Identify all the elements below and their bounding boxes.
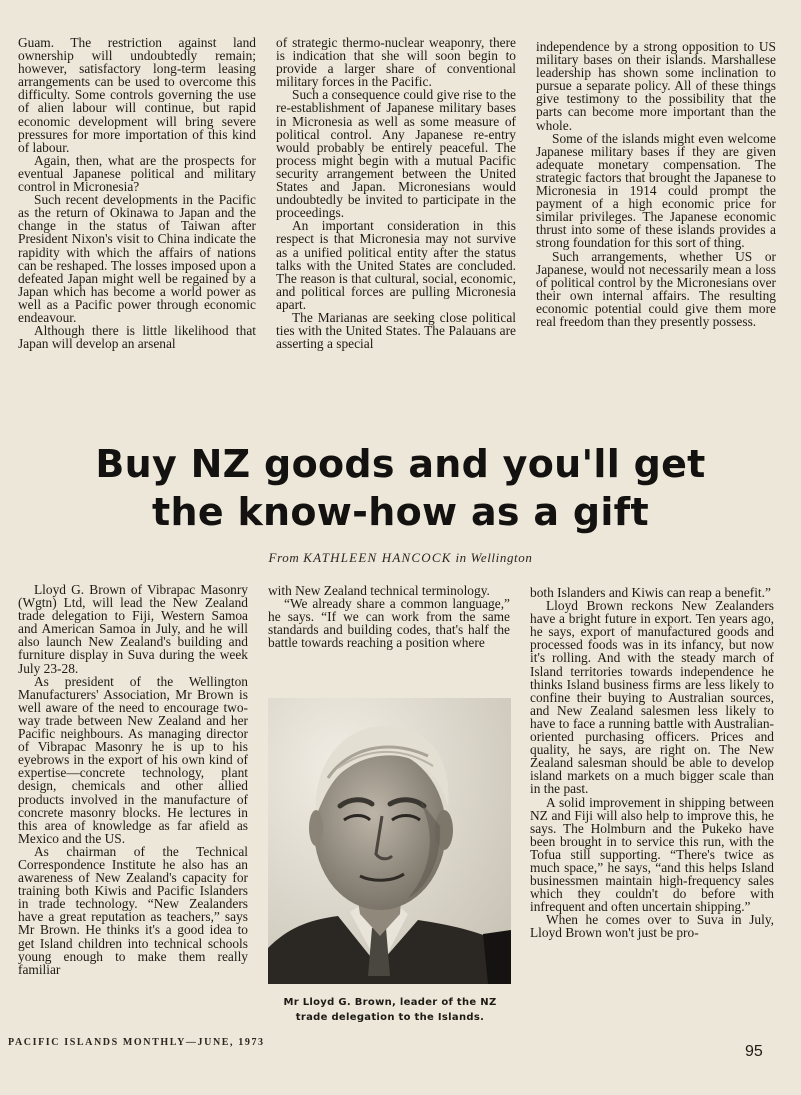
paragraph: “We already share a common language,” he says. “If we can work from the same standards and building codes, that's half the battle towards reaching a position where [268, 596, 510, 651]
paragraph: Lloyd G. Brown of Vibrapac Masonry (Wgtn) Ltd, will lead the New Zealand trade delegation to Fiji, Western Samoa and American Samoa in July, and he will also launch New Zealand's building and furniture display in Suva during the week July 23-28. [18, 582, 248, 676]
paragraph: Although there is little likelihood that Japan will develop an arsenal [18, 323, 256, 352]
caption-line-1: Mr Lloyd G. Brown, leader of the NZ [283, 997, 497, 1008]
paragraph: both Islanders and Kiwis can reap a benefit.” [530, 585, 771, 600]
article-headline [0, 440, 801, 536]
page-number: 95 [745, 1043, 763, 1060]
top-article-column-1 [18, 36, 256, 350]
byline [0, 550, 801, 566]
paragraph: Such a consequence could give rise to the re-establishment of Japanese military bases in Micronesia as well as some measure of political control. Any Japanese re-entry would probably be entirely peaceful. The process might begin with a mutual Pacific security arrangement between the United States and Japan. Micronesians would undoubtedly be invited to participate in the proceedings. [276, 87, 516, 221]
paragraph: Some of the islands might even welcome Japanese military bases if they are given adequate monetary compensation. The strategic factors that brought the Japanese to Micronesia in 1914 could prompt the payment of a high economic price for similar privileges. The Japanese economic thrust into some of these islands provides a strong foundation for this sort of thing. [536, 130, 776, 251]
byline-author: KATHLEEN HANCOCK [303, 550, 452, 565]
caption-line-2: trade delegation to the Islands. [295, 1012, 485, 1023]
paragraph: of strategic thermo-nuclear weaponry, there is indication that she will soon begin to provide a larger share of conventional military forces in the Pacific. [276, 35, 516, 90]
byline-from: From [268, 550, 300, 565]
paragraph: Lloyd Brown reckons New Zealanders have a bright future in export. Ten years ago, he says, export of manufactured goods and processed foods was in its infancy, but now it's rolling. And with the steady march of Island territories towards independence he thinks Island business firms are less likely to confine their buying to Australian sources, and New Zealand salesmen less likely to have to face a running battle with Australian-oriented purchasing officers. Prices and quality, he says, are right on. The New Zealand salesman should be able to develop island markets on a much bigger scale than in the past. [530, 598, 774, 797]
paragraph: Again, then, what are the prospects for eventual Japanese political and military control in Micronesia? [18, 152, 256, 195]
top-article-column-3 [536, 40, 776, 328]
paragraph: As president of the Wellington Manufacturers' Association, Mr Brown is well aware of the need to encourage two-way trade between New Zealand and her Pacific neighbours. As managing director of Vibrapac Masonry he is up to his eyebrows in the export of his own kind of expertise—concrete technology, plant design, chemicals and other allied products involved in the manufacture of concrete masonry blocks. He lectures in this area of knowledge as far afield as Mexico and the US. [18, 673, 248, 846]
paragraph: The Marianas are seeking close political ties with the United States. The Palauans are asserting a special [276, 309, 516, 352]
byline-place: in Wellington [455, 550, 533, 565]
paragraph: An important consideration in this respect is that Micronesia may not survive as a unified political entity after the status talks with the United States are concluded. The reason is that cultural, social, economic, and political forces are pulling Micronesia apart. [276, 218, 516, 312]
top-article-column-2 [276, 36, 516, 350]
paragraph: Such recent developments in the Pacific as the return of Okinawa to Japan and the change in the status of Taiwan after President Nixon's visit to China indicate the rapidity with which the affairs of nations can be reshaped. The losses imposed upon a defeated Japan might well be regained by a Japan which has become a world power as well as a Pacific power through economic endeavour. [18, 192, 256, 325]
headline-line-2: the know-how as a gift [152, 490, 649, 534]
paragraph: A solid improvement in shipping between NZ and Fiji will also help to improve this, he says. The Holmburn and the Pukeko have been brought in to service this run, with the Tofua still supporting. “There's twice as much space,” he says, “and this helps Island businessmen maintain high-frequency sales which they couldn't do before with infrequent and often uncertain shipping.” [530, 794, 774, 915]
portrait-image [268, 698, 511, 984]
article-column-1 [18, 583, 248, 976]
paragraph: with New Zealand technical terminology. [268, 583, 490, 598]
article-column-3 [530, 586, 774, 940]
photo-caption [262, 995, 518, 1025]
portrait-photo [268, 698, 511, 984]
paragraph: When he comes over to Suva in July, Lloyd Brown won't just be pro- [530, 912, 774, 941]
paragraph: independence by a strong opposition to US military bases on their islands. Marshallese leadership has shown some inclination to pursue a separate policy. All of these things give testimony to the possibility that the parts can become more important than the whole. [536, 39, 776, 133]
article-column-2 [268, 584, 510, 649]
publication-footer: PACIFIC ISLANDS MONTHLY—JUNE, 1973 [8, 1037, 265, 1048]
headline-line-1: Buy NZ goods and you'll get [95, 442, 706, 486]
paragraph: Guam. The restriction against land ownership will undoubtedly remain; however, satisfactory long-term leasing arrangements can be used to overcome this difficulty. Some controls governing the use of alien labour will continue, but rapid economic development will bring severe pressures for more importation of this kind of labour. [18, 35, 256, 155]
paragraph: Such arrangements, whether US or Japanese, would not necessarily mean a loss of political control by the Micronesians over their own internal affairs. The resulting economic potential could give them more real freedom than they presently possess. [536, 248, 776, 329]
paragraph: As chairman of the Technical Correspondence Institute he also has an awareness of New Zealand's capacity for training both Kiwis and Pacific Islanders in trade technology. “New Zealanders have a great reputation as teachers,” says Mr Brown. He thinks it's a good idea to get Island children into technical schools young enough to make them really familiar [18, 843, 248, 977]
